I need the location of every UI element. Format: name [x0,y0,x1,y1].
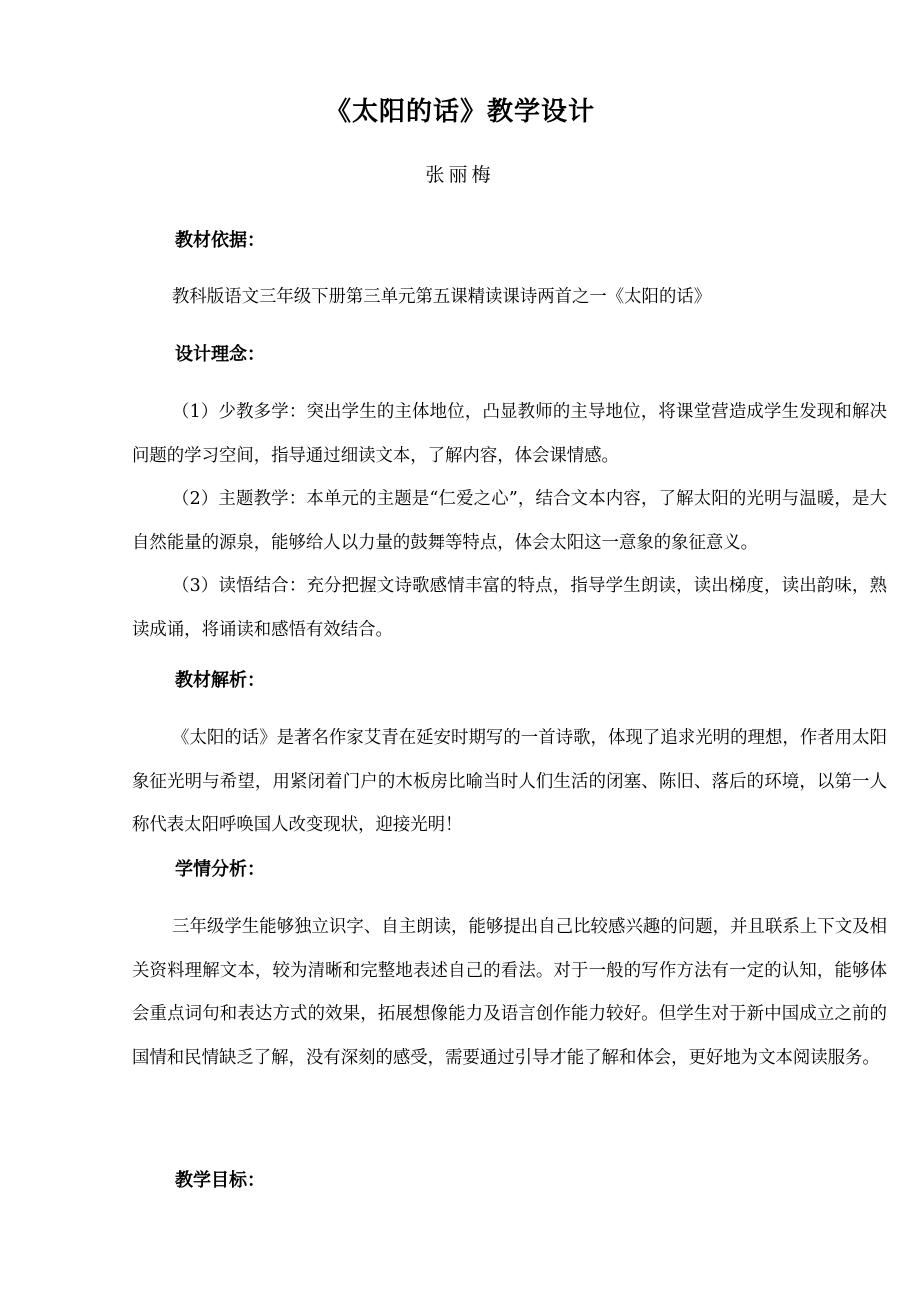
paragraph-basis: 教科版语文三年级下册第三单元第五课精读课诗两首之一《太阳的话》 [172,287,712,307]
paragraph-concept-1: （1）少教多学：突出学生的主体地位，凸显教师的主导地位，将课堂营造成学生发现和解决问题的学习空间，指导通过细读文本，了解内容，体会课情感。 [132,402,887,466]
paragraph-analysis: 《太阳的话》是著名作家艾青在延安时期写的一首诗歌，体现了追求光明的理想，作者用太阳象征光明与希望，用紧闭着门户的木板房比喻当时人们生活的闭塞、陈旧、落后的环境，以第一人称代表太阳呼唤国人改变现状，迎接光明！ [132,728,887,835]
document-title: 《太阳的话》教学设计 [324,97,595,127]
paragraph-learners: 三年级学生能够独立识字、自主朗读，能够提出自己比较感兴趣的问题，并且联系上下文及相关资料理解文本，较为清晰和完整地表述自己的看法。对于一般的写作方法有一定的认知，能够体会重点词句和表达方式的效果，拓展想像能力及语言创作能力较好。但学生对于新中国成立之前的国情和民情缺乏了解，没有深刻的感受，需要通过引导才能了解和体会，更好地为文本阅读服务。 [132,917,887,1068]
heading-analysis: 教材解析： [175,670,265,691]
heading-learners: 学情分析： [175,859,265,880]
paragraph-concept-3: （3）读悟结合：充分把握文诗歌感情丰富的特点，指导学生朗读，读出梯度，读出韵味，熟读成诵，将诵读和感悟有效结合。 [132,576,887,640]
heading-basis: 教材依据： [175,230,265,251]
heading-concept: 设计理念： [175,344,265,365]
author-name: 张丽梅 [425,164,495,186]
paragraph-concept-2: （2）主题教学：本单元的主题是“仁爱之心”，结合文本内容，了解太阳的光明与温暖，是大自然能量的源泉，能够给人以力量的鼓舞等特点，体会太阳这一意象的象征意义。 [132,489,887,553]
heading-goals: 教学目标： [175,1170,265,1191]
